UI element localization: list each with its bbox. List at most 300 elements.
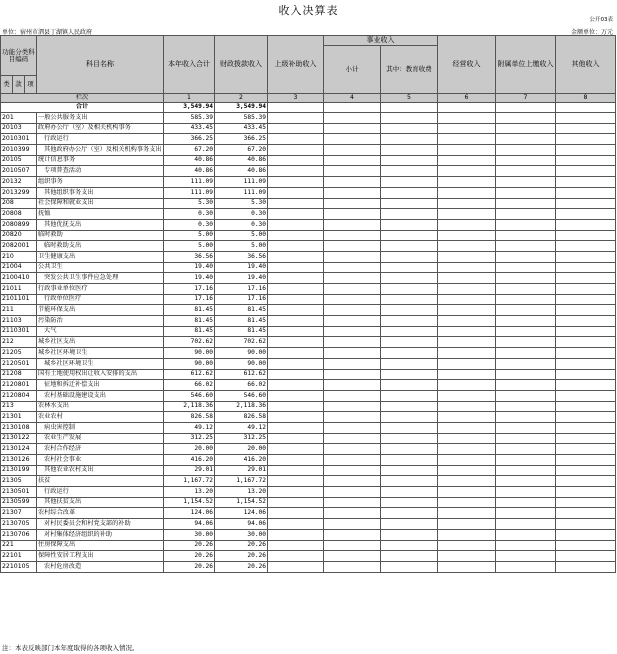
lanci-cell: 8 xyxy=(556,94,616,103)
empty-cell xyxy=(268,401,324,412)
empty-cell xyxy=(268,113,324,124)
subject-code: 20132 xyxy=(1,177,37,188)
subject-code: 21305 xyxy=(1,476,37,487)
table-row xyxy=(1,209,616,220)
subject-name: 组织事务 xyxy=(37,177,164,188)
empty-cell xyxy=(268,508,324,519)
subject-code: 2010507 xyxy=(1,166,37,177)
income-table xyxy=(0,35,616,573)
empty-cell xyxy=(324,433,381,444)
income-total: 366.25 xyxy=(164,134,215,145)
empty-cell xyxy=(324,337,381,348)
empty-cell xyxy=(324,316,381,327)
empty-cell xyxy=(556,326,616,337)
income-total: 17.16 xyxy=(164,294,215,305)
subject-code: 21208 xyxy=(1,369,37,380)
subject-code: 2130706 xyxy=(1,529,37,540)
subject-code: 21301 xyxy=(1,412,37,423)
empty-cell xyxy=(438,123,496,134)
table-row xyxy=(1,294,616,305)
subject-name: 其他优抚支出 xyxy=(37,219,164,230)
header-col2: 财政拨款收入 xyxy=(215,36,268,94)
empty-cell xyxy=(268,326,324,337)
empty-cell xyxy=(496,369,556,380)
header-lei: 类 xyxy=(1,76,13,94)
header-col8: 其他收入 xyxy=(556,36,616,94)
empty-cell xyxy=(496,123,556,134)
subject-code: 2120501 xyxy=(1,358,37,369)
empty-cell xyxy=(324,113,381,124)
empty-cell xyxy=(438,166,496,177)
subject-name: 其他扶贫支出 xyxy=(37,497,164,508)
empty-cell xyxy=(556,113,616,124)
empty-cell xyxy=(556,219,616,230)
empty-cell xyxy=(381,444,438,455)
subject-code: 208 xyxy=(1,198,37,209)
header-func-code: 功能分类科目编码 xyxy=(1,36,37,76)
income-total: 20.26 xyxy=(164,551,215,562)
empty-cell xyxy=(381,561,438,572)
empty-cell xyxy=(381,241,438,252)
empty-cell xyxy=(381,465,438,476)
fiscal-allocation: 20.26 xyxy=(215,540,268,551)
empty-cell xyxy=(556,465,616,476)
subject-code: 20820 xyxy=(1,230,37,241)
empty-cell xyxy=(496,551,556,562)
empty-cell xyxy=(438,476,496,487)
subject-code: 2013299 xyxy=(1,187,37,198)
empty-cell xyxy=(324,455,381,466)
table-row xyxy=(1,390,616,401)
table-row xyxy=(1,273,616,284)
empty-cell xyxy=(496,348,556,359)
fiscal-allocation: 81.45 xyxy=(215,326,268,337)
table-row xyxy=(1,145,616,156)
subject-code: 2010301 xyxy=(1,134,37,145)
income-total: 40.86 xyxy=(164,166,215,177)
subject-code: 210 xyxy=(1,251,37,262)
table-row xyxy=(1,187,616,198)
empty-cell xyxy=(438,145,496,156)
empty-cell xyxy=(438,380,496,391)
fiscal-allocation: 1,167.72 xyxy=(215,476,268,487)
empty-cell xyxy=(268,337,324,348)
empty-cell xyxy=(496,540,556,551)
fiscal-allocation: 13.20 xyxy=(215,487,268,498)
subject-code: 2130199 xyxy=(1,465,37,476)
empty-cell xyxy=(381,476,438,487)
subject-name: 其他组织事务支出 xyxy=(37,187,164,198)
empty-cell xyxy=(556,497,616,508)
income-total: 13.20 xyxy=(164,487,215,498)
empty-cell xyxy=(496,316,556,327)
subject-code: 21103 xyxy=(1,316,37,327)
empty-cell xyxy=(438,487,496,498)
empty-cell xyxy=(381,348,438,359)
empty-cell xyxy=(438,284,496,295)
table-row xyxy=(1,380,616,391)
income-total: 94.06 xyxy=(164,519,215,530)
empty-cell xyxy=(438,187,496,198)
empty-cell xyxy=(381,113,438,124)
empty-cell xyxy=(438,348,496,359)
empty-cell xyxy=(381,487,438,498)
subject-name: 行政事业单位医疗 xyxy=(37,284,164,295)
fiscal-allocation: 2,118.36 xyxy=(215,401,268,412)
empty-cell xyxy=(438,294,496,305)
subject-code: 2100410 xyxy=(1,273,37,284)
empty-cell xyxy=(268,219,324,230)
empty-cell xyxy=(438,155,496,166)
empty-cell xyxy=(438,455,496,466)
empty-cell xyxy=(556,487,616,498)
page-title: 收入决算表 xyxy=(278,4,339,17)
subject-name: 农林水支出 xyxy=(37,401,164,412)
income-total: 5.00 xyxy=(164,241,215,252)
empty-cell xyxy=(496,380,556,391)
empty-cell xyxy=(496,187,556,198)
header-subject-name: 科目名称 xyxy=(37,36,164,94)
empty-cell xyxy=(268,465,324,476)
empty-cell xyxy=(268,187,324,198)
empty-cell xyxy=(268,551,324,562)
empty-cell xyxy=(324,551,381,562)
empty-cell xyxy=(556,166,616,177)
empty-cell xyxy=(556,198,616,209)
subject-name: 扶贫 xyxy=(37,476,164,487)
empty-cell xyxy=(324,284,381,295)
empty-cell xyxy=(496,284,556,295)
subject-code: 2080899 xyxy=(1,219,37,230)
subject-name: 农业农村 xyxy=(37,412,164,423)
empty-cell xyxy=(556,155,616,166)
empty-cell xyxy=(496,262,556,273)
table-row xyxy=(1,412,616,423)
subject-code: 2082001 xyxy=(1,241,37,252)
subject-name: 抚恤 xyxy=(37,209,164,220)
subject-code: 20103 xyxy=(1,123,37,134)
fiscal-allocation: 20.26 xyxy=(215,551,268,562)
subject-code: 2110301 xyxy=(1,326,37,337)
empty-cell xyxy=(381,155,438,166)
fiscal-allocation: 5.00 xyxy=(215,241,268,252)
subject-name: 行政运行 xyxy=(37,487,164,498)
empty-cell xyxy=(381,401,438,412)
table-code: 公开03表 xyxy=(589,17,613,23)
empty-cell xyxy=(438,251,496,262)
subject-name: 农村社会事业 xyxy=(37,455,164,466)
empty-cell xyxy=(496,113,556,124)
table-row xyxy=(1,113,616,124)
header-xiang: 项 xyxy=(25,76,37,94)
empty-cell xyxy=(438,337,496,348)
empty-cell xyxy=(381,412,438,423)
empty-cell xyxy=(324,145,381,156)
empty-cell xyxy=(324,251,381,262)
subject-name: 病虫害控制 xyxy=(37,422,164,433)
total-label: 合计 xyxy=(1,103,164,113)
empty-cell xyxy=(496,433,556,444)
empty-cell xyxy=(556,187,616,198)
table-row xyxy=(1,444,616,455)
fiscal-allocation: 19.40 xyxy=(215,273,268,284)
subject-name: 大气 xyxy=(37,326,164,337)
empty-cell xyxy=(496,390,556,401)
empty-cell xyxy=(438,529,496,540)
empty-cell xyxy=(324,412,381,423)
empty-cell xyxy=(556,284,616,295)
fiscal-allocation: 366.25 xyxy=(215,134,268,145)
empty-cell xyxy=(438,198,496,209)
table-row xyxy=(1,262,616,273)
table-row xyxy=(1,198,616,209)
lanci-label: 栏次 xyxy=(1,94,164,103)
empty-cell xyxy=(268,166,324,177)
empty-cell xyxy=(496,209,556,220)
empty-cell xyxy=(324,540,381,551)
fiscal-allocation: 111.09 xyxy=(215,187,268,198)
empty-cell xyxy=(324,241,381,252)
subject-name: 专项普查活动 xyxy=(37,166,164,177)
empty-cell xyxy=(268,155,324,166)
income-total: 0.30 xyxy=(164,209,215,220)
empty-cell xyxy=(556,123,616,134)
fiscal-allocation: 17.16 xyxy=(215,294,268,305)
income-total: 5.30 xyxy=(164,198,215,209)
empty-cell xyxy=(324,166,381,177)
table-row xyxy=(1,551,616,562)
header-col1: 本年收入合计 xyxy=(164,36,215,94)
subject-name: 突发公共卫生事件应急处理 xyxy=(37,273,164,284)
empty-cell xyxy=(496,476,556,487)
empty-cell xyxy=(496,487,556,498)
income-total: 5.00 xyxy=(164,230,215,241)
empty-cell xyxy=(324,529,381,540)
income-total: 111.09 xyxy=(164,187,215,198)
subject-code: 212 xyxy=(1,337,37,348)
fiscal-allocation: 546.60 xyxy=(215,390,268,401)
income-total: 90.00 xyxy=(164,358,215,369)
subject-code: 2130705 xyxy=(1,519,37,530)
income-total: 67.20 xyxy=(164,145,215,156)
empty-cell xyxy=(268,519,324,530)
empty-cell xyxy=(496,219,556,230)
lanci-cell: 7 xyxy=(496,94,556,103)
empty-cell xyxy=(268,476,324,487)
fiscal-allocation: 612.62 xyxy=(215,369,268,380)
empty-cell xyxy=(268,497,324,508)
empty-cell xyxy=(438,561,496,572)
empty-cell xyxy=(438,134,496,145)
amount-unit: 金额单位：万元 xyxy=(570,29,613,36)
subject-code: 221 xyxy=(1,540,37,551)
lanci-cell: 1 xyxy=(164,94,215,103)
empty-cell xyxy=(268,305,324,316)
empty-cell xyxy=(324,497,381,508)
empty-cell xyxy=(496,358,556,369)
income-total: 124.06 xyxy=(164,508,215,519)
empty-cell xyxy=(496,273,556,284)
lanci-cell: 2 xyxy=(215,94,268,103)
empty-cell xyxy=(556,540,616,551)
empty-cell xyxy=(268,444,324,455)
empty-cell xyxy=(381,551,438,562)
empty-cell xyxy=(496,508,556,519)
empty-cell xyxy=(556,390,616,401)
table-row xyxy=(1,155,616,166)
header-col6: 经营收入 xyxy=(438,36,496,94)
subject-name: 城乡社区环境卫生 xyxy=(37,348,164,359)
fiscal-allocation: 0.30 xyxy=(215,209,268,220)
empty-cell xyxy=(324,519,381,530)
empty-cell xyxy=(556,519,616,530)
empty-cell xyxy=(324,561,381,572)
total-row xyxy=(1,103,616,113)
empty-cell xyxy=(268,273,324,284)
fiscal-allocation: 111.09 xyxy=(215,177,268,188)
empty-cell xyxy=(496,519,556,530)
empty-cell xyxy=(496,134,556,145)
income-total: 49.12 xyxy=(164,422,215,433)
empty-cell xyxy=(381,198,438,209)
header-col7: 附属单位上缴收入 xyxy=(496,36,556,94)
empty-cell xyxy=(438,326,496,337)
income-total: 612.62 xyxy=(164,369,215,380)
empty-cell xyxy=(268,241,324,252)
empty-cell xyxy=(556,401,616,412)
subject-name: 国有土地使用权出让收入安排的支出 xyxy=(37,369,164,380)
empty-cell xyxy=(556,412,616,423)
empty-cell xyxy=(438,113,496,124)
income-total: 1,154.52 xyxy=(164,497,215,508)
table-row xyxy=(1,166,616,177)
subject-code: 2120804 xyxy=(1,390,37,401)
empty-cell xyxy=(268,294,324,305)
subject-code: 2120801 xyxy=(1,380,37,391)
table-row xyxy=(1,540,616,551)
income-total: 416.20 xyxy=(164,455,215,466)
empty-cell xyxy=(438,390,496,401)
empty-cell xyxy=(268,145,324,156)
lanci-cell: 5 xyxy=(381,94,438,103)
empty-cell xyxy=(496,166,556,177)
total-col2: 3,549.94 xyxy=(215,103,268,113)
empty-cell xyxy=(381,358,438,369)
empty-cell xyxy=(324,177,381,188)
empty-cell xyxy=(438,209,496,220)
empty-cell xyxy=(438,444,496,455)
empty-cell xyxy=(324,508,381,519)
subject-name: 城乡社区支出 xyxy=(37,337,164,348)
empty-cell xyxy=(268,134,324,145)
table-row xyxy=(1,508,616,519)
empty-cell xyxy=(381,390,438,401)
empty-cell xyxy=(381,337,438,348)
empty-cell xyxy=(268,123,324,134)
empty-cell xyxy=(324,294,381,305)
empty-cell xyxy=(496,412,556,423)
empty-cell xyxy=(381,262,438,273)
empty-cell xyxy=(324,198,381,209)
header-col4: 小计 xyxy=(324,46,381,94)
empty-cell xyxy=(438,305,496,316)
subject-name: 行政单位医疗 xyxy=(37,294,164,305)
income-total: 81.45 xyxy=(164,326,215,337)
empty-cell xyxy=(381,519,438,530)
subject-name: 其他农业农村支出 xyxy=(37,465,164,476)
empty-cell xyxy=(496,294,556,305)
subject-name: 临时救助支出 xyxy=(37,241,164,252)
empty-cell xyxy=(496,561,556,572)
fiscal-allocation: 90.00 xyxy=(215,358,268,369)
fiscal-allocation: 416.20 xyxy=(215,455,268,466)
lanci-row xyxy=(1,94,616,103)
subject-code: 201 xyxy=(1,113,37,124)
fiscal-allocation: 40.86 xyxy=(215,155,268,166)
table-row xyxy=(1,337,616,348)
income-total: 90.00 xyxy=(164,348,215,359)
table-row xyxy=(1,316,616,327)
empty-cell xyxy=(324,209,381,220)
empty-cell xyxy=(324,444,381,455)
fiscal-allocation: 19.40 xyxy=(215,262,268,273)
empty-cell xyxy=(381,422,438,433)
empty-cell xyxy=(496,401,556,412)
table-row xyxy=(1,497,616,508)
empty-cell xyxy=(556,561,616,572)
empty-cell xyxy=(324,465,381,476)
table-row xyxy=(1,134,616,145)
income-total: 433.45 xyxy=(164,123,215,134)
income-total: 546.60 xyxy=(164,390,215,401)
income-total: 585.39 xyxy=(164,113,215,124)
empty-cell xyxy=(556,529,616,540)
empty-cell xyxy=(381,326,438,337)
empty-cell xyxy=(324,219,381,230)
empty-cell xyxy=(268,433,324,444)
empty-cell xyxy=(556,241,616,252)
income-total: 1,167.72 xyxy=(164,476,215,487)
table-row xyxy=(1,241,616,252)
table-row xyxy=(1,422,616,433)
empty-cell xyxy=(556,369,616,380)
empty-cell xyxy=(268,316,324,327)
unit-name: 单位：宿州市泗县丁湖镇人民政府 xyxy=(2,29,93,36)
table-row xyxy=(1,219,616,230)
empty-cell xyxy=(496,177,556,188)
subject-code: 2130599 xyxy=(1,497,37,508)
empty-cell xyxy=(324,358,381,369)
subject-name: 对村集体经济组织的补助 xyxy=(37,529,164,540)
fiscal-allocation: 702.62 xyxy=(215,337,268,348)
empty-cell xyxy=(496,251,556,262)
income-total: 17.16 xyxy=(164,284,215,295)
subject-name: 节能环保支出 xyxy=(37,305,164,316)
empty-cell xyxy=(268,487,324,498)
empty-cell xyxy=(324,134,381,145)
subject-code: 21205 xyxy=(1,348,37,359)
fiscal-allocation: 29.01 xyxy=(215,465,268,476)
subject-name: 卫生健康支出 xyxy=(37,251,164,262)
fiscal-allocation: 826.58 xyxy=(215,412,268,423)
empty-cell xyxy=(381,284,438,295)
empty-cell xyxy=(324,401,381,412)
empty-cell xyxy=(438,177,496,188)
subject-code: 2210105 xyxy=(1,561,37,572)
income-total: 111.09 xyxy=(164,177,215,188)
empty-cell xyxy=(268,251,324,262)
empty-cell xyxy=(496,529,556,540)
